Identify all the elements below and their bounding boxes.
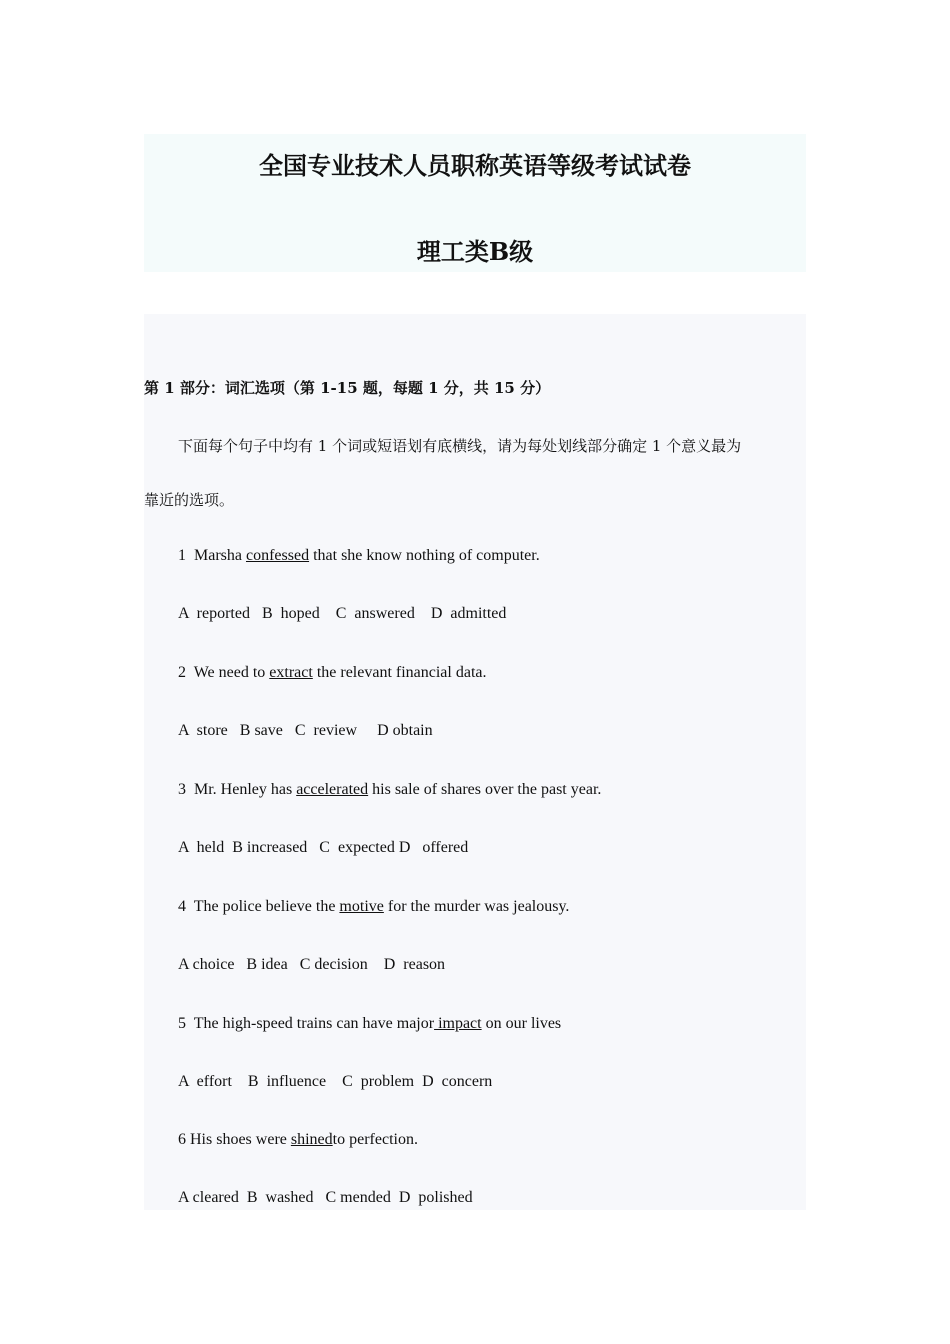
question-text: to perfection. [332, 1131, 418, 1148]
question-1 [178, 546, 540, 566]
options-6: A cleared B washed C mended D polished [178, 1189, 473, 1206]
underlined-word: motive [339, 898, 384, 915]
instruction-line-2: 靠近的选项。 [144, 491, 235, 509]
question-6 [178, 1130, 418, 1150]
title-banner [144, 134, 806, 272]
question-5 [178, 1014, 561, 1034]
question-text: for the murder was jealousy. [383, 898, 570, 915]
underlined-word: impact [434, 1015, 482, 1032]
page-title: 全国专业技术人员职称英语等级考试试卷 [259, 151, 691, 180]
question-text: 4 The police believe the [178, 898, 340, 915]
question-text: 6 His shoes were [178, 1131, 291, 1148]
question-text: 3 Mr. Henley has [178, 781, 297, 798]
question-text: 2 We need to [178, 664, 270, 681]
section-heading: 第 1 部分：词汇选项（第 1-15 题，每题 1 分，共 15 分） [144, 379, 551, 397]
underlined-word: shined [290, 1131, 333, 1148]
underlined-word: confessed [245, 547, 310, 564]
question-text: 5 The high-speed trains can have major [178, 1015, 435, 1032]
options-2: A store B save C review D obtain [178, 722, 433, 739]
underlined-word: accelerated [296, 781, 369, 798]
options-5: A effort B influence C problem D concern [178, 1073, 493, 1090]
question-text: that she know nothing of computer. [309, 547, 540, 564]
page-subtitle: 理工类B级 [416, 237, 534, 266]
question-2 [178, 663, 487, 683]
options-4: A choice B idea C decision D reason [178, 956, 446, 973]
document-body [144, 314, 806, 1210]
question-text: 1 Marsha [178, 547, 246, 564]
question-text: on our lives [481, 1015, 562, 1032]
underlined-word: extract [269, 664, 313, 681]
question-3 [178, 780, 601, 800]
options-1: A reported B hoped C answered D admitted [178, 605, 507, 622]
instruction-line-1: 下面每个句子中均有 1 个词或短语划有底横线，请为每处划线部分确定 1 个意义最为 [178, 437, 742, 455]
question-text: the relevant financial data. [312, 664, 487, 681]
options-3: A held B increased C expected D offered [178, 839, 469, 856]
question-4 [178, 897, 569, 917]
question-text: his sale of shares over the past year. [368, 781, 602, 798]
